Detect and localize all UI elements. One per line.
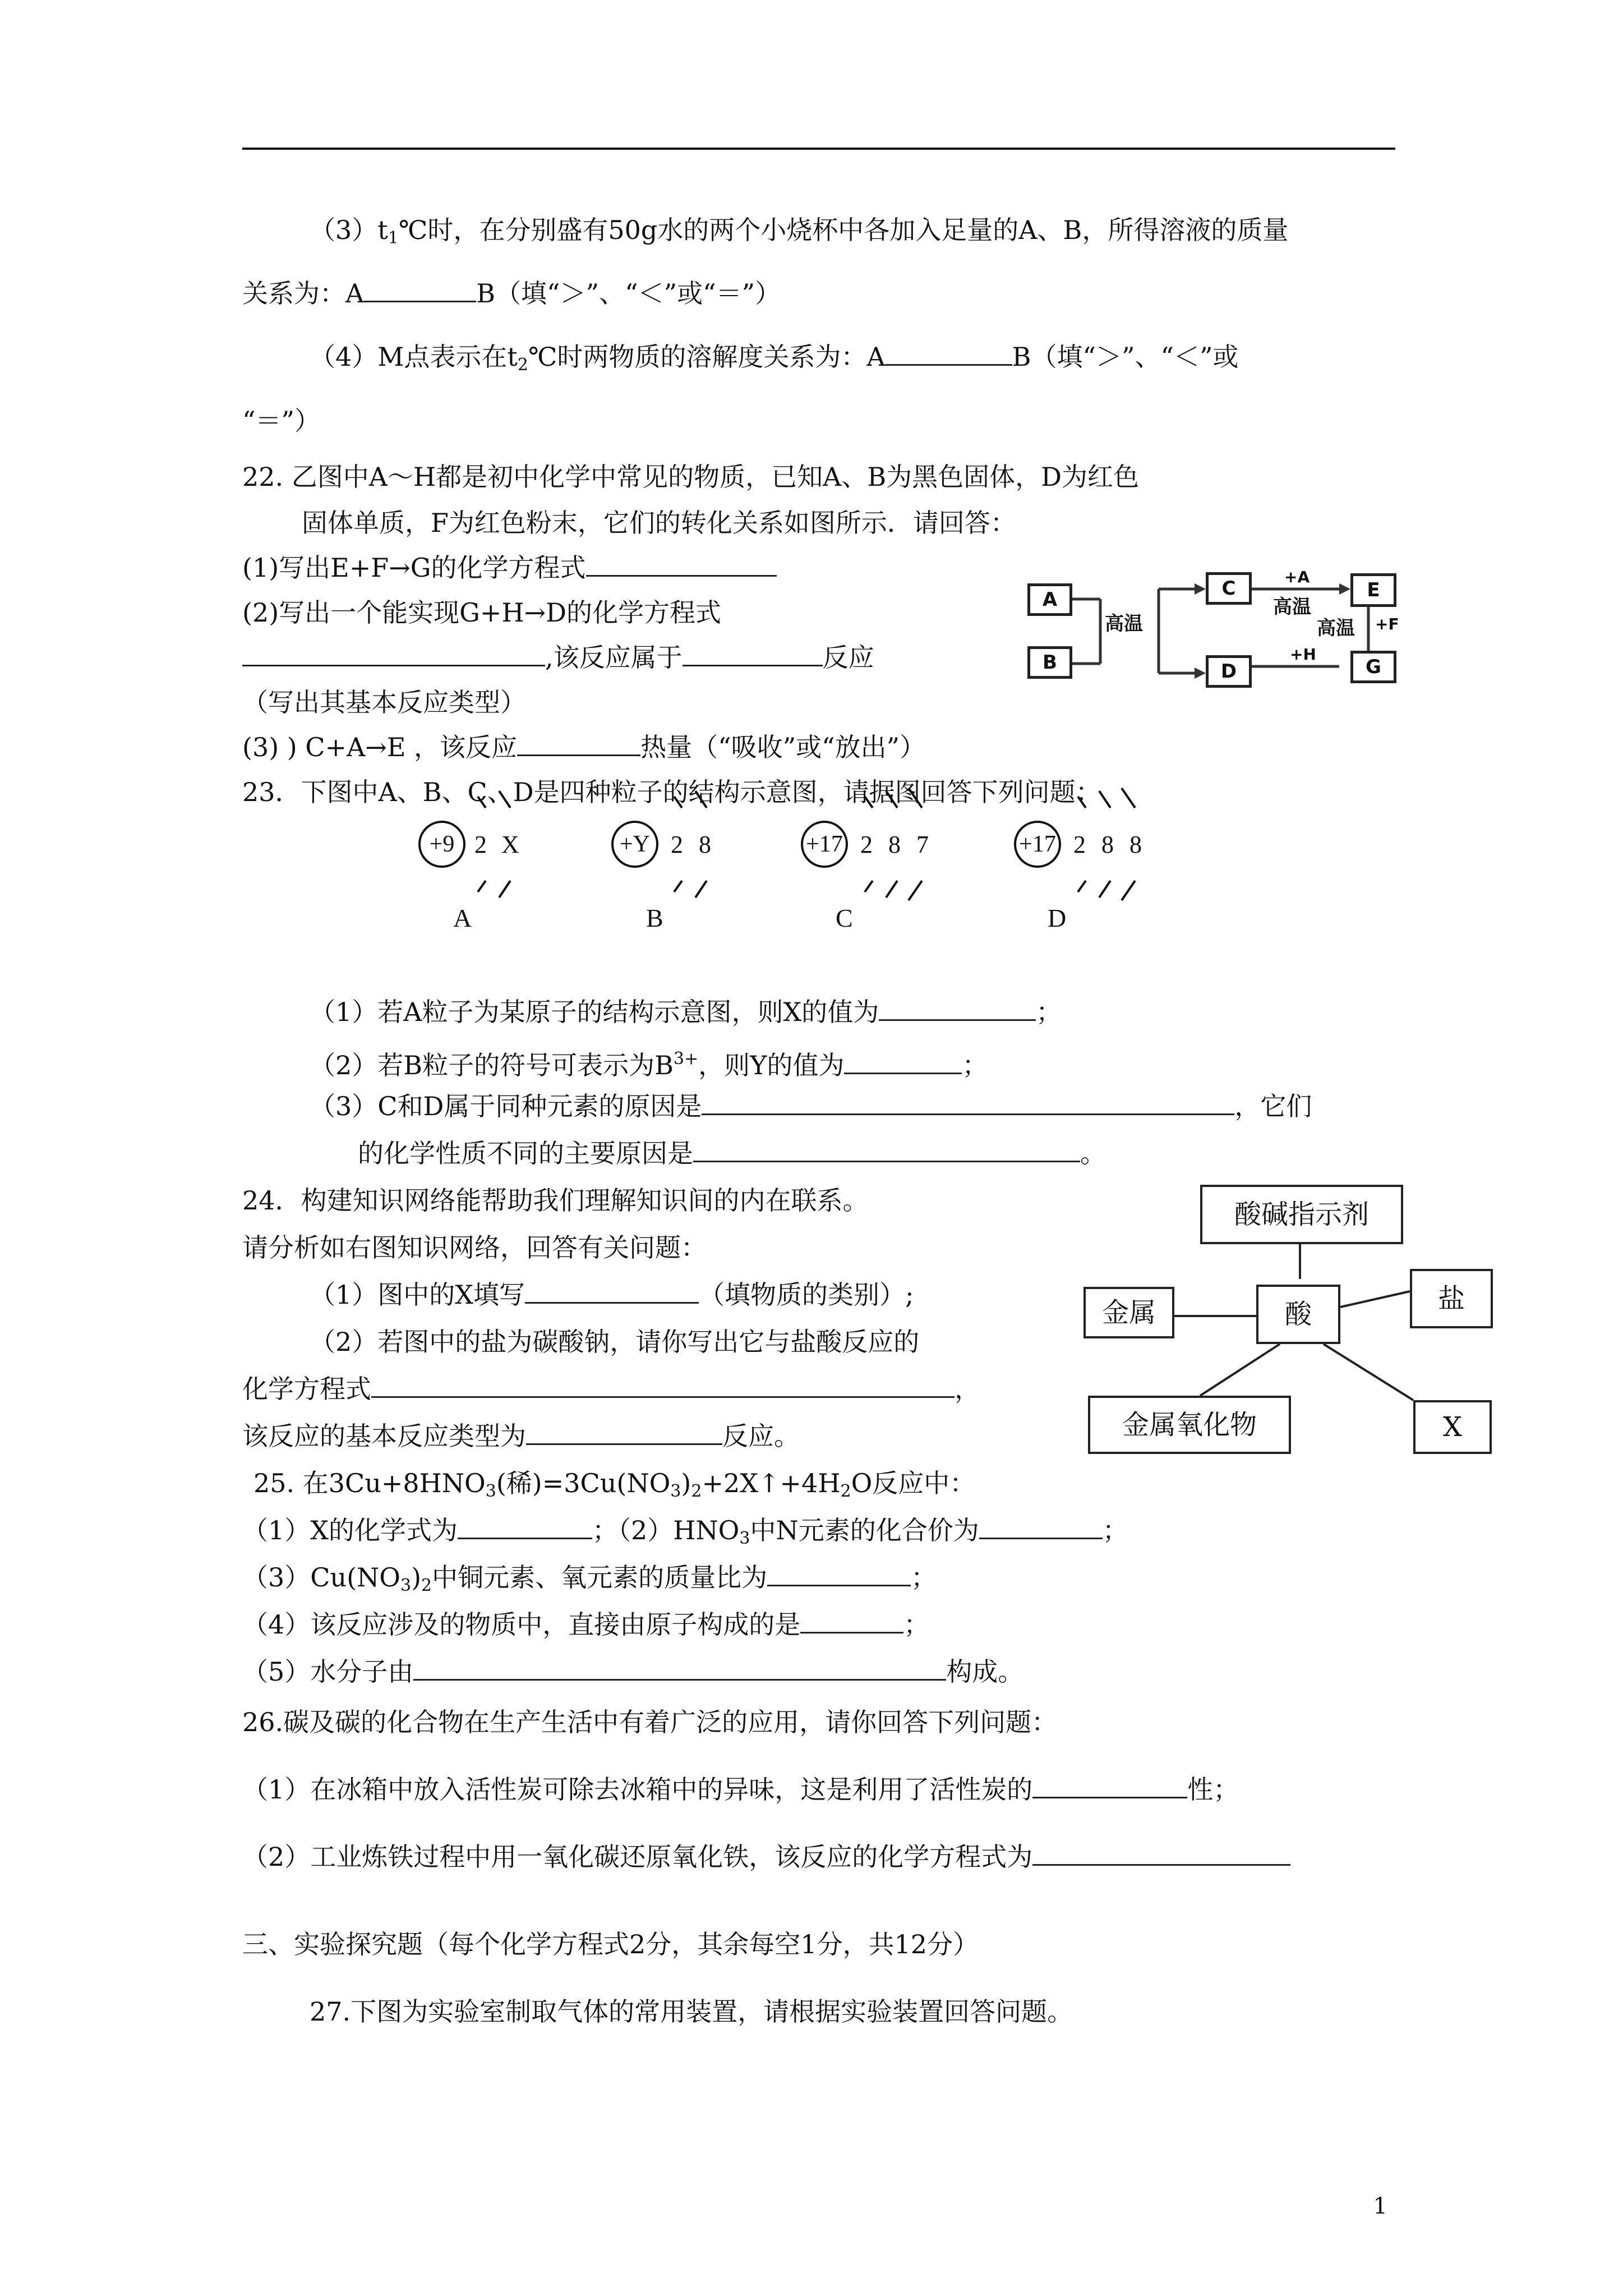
atom-d-shell: 2 <box>1073 831 1086 858</box>
atom-a-label: A <box>453 904 472 932</box>
q24-stem-2: 请分析如右图知识网络，回答有关问题： <box>242 1232 707 1263</box>
atom-b-label: B <box>646 904 663 932</box>
network-metal-oxide: 金属氧化物 <box>1088 1396 1291 1454</box>
q26-sub2: （2）工业炼铁过程中用一氧化碳还原氧化铁，该反应的化学方程式为 <box>242 1840 1290 1874</box>
atom-a-nucleus: +9 <box>418 821 465 868</box>
q24-stem: 24．构建知识网络能帮助我们理解知识间的内在联系。 <box>242 1185 869 1216</box>
answer-blank[interactable] <box>767 1562 911 1586</box>
label-plus-f: +F <box>1375 615 1399 633</box>
page-number: 1 <box>1373 2193 1387 2219</box>
q26-stem: 26.碳及碳的化合物在生产生活中有着广泛的应用，请你回答下列问题： <box>242 1707 1058 1737</box>
atom-c-nucleus: +17 <box>801 821 848 868</box>
section-3-heading: 三、实验探究题（每个化学方程式2分，其余每空1分，共12分） <box>242 1929 979 1959</box>
atom-c-shell: 2 <box>860 831 873 858</box>
q22-sub1: (1)写出E+F→G的化学方程式 <box>242 551 777 585</box>
label-gaowen-2: 高温 <box>1273 596 1311 618</box>
q25-sub4: （4）该反应涉及的物质中，直接由原子构成的是 ； <box>242 1609 930 1640</box>
q25-stem: 25. 在$3Cu+8HNO_3$(稀)$=3Cu(NO_3)_2+2X↑+4H_2O$反应中： <box>253 1468 976 1501</box>
atom-c-shell: 7 <box>916 831 929 858</box>
q25-sub3: $(3)Cu(NO_3)_2$中铜元素、氧元素的质量比为 ； <box>242 1562 937 1595</box>
answer-blank[interactable] <box>1032 1774 1187 1798</box>
q22-sub2-note: （写出其基本反应类型） <box>242 687 526 717</box>
q24-sub1: （1）图中的X填写 （填物质的类别）; <box>310 1280 914 1310</box>
answer-blank[interactable] <box>979 1515 1103 1539</box>
answer-blank[interactable] <box>800 1609 903 1634</box>
q22-stem: 22. 乙图中A～H都是初中化学中常见的物质，已知A、B为黑色固体，D为红色 <box>242 462 1140 492</box>
atom-d-nucleus: +17 <box>1014 821 1061 868</box>
node-c: C <box>1206 572 1252 605</box>
answer-blank[interactable] <box>458 1515 592 1539</box>
atom-c-label: C <box>836 904 853 932</box>
label-gaowen: 高温 <box>1105 613 1143 635</box>
q24-sub2-line2: 化学方程式 ， <box>242 1374 980 1404</box>
q22-sub3: (3) ) C+A→E ，该反应 热量（“吸收”或“放出”） <box>242 732 926 762</box>
q26-sub1: （1）在冰箱中放入活性炭可除去冰箱中的异味，这是利用了活性炭的 性； <box>242 1774 1239 1805</box>
q22-stem-2: 固体单质，F为红色粉末，它们的转化关系如图所示．请回答： <box>302 508 1016 538</box>
label-plus-a: +A <box>1284 568 1310 586</box>
node-e: E <box>1350 573 1396 607</box>
atom-b-shell: 2 <box>671 831 683 858</box>
answer-blank[interactable] <box>1032 1842 1290 1866</box>
answer-blank[interactable] <box>413 1657 946 1681</box>
atom-c-shell: 8 <box>888 831 901 858</box>
atom-a-shell: X <box>501 831 519 858</box>
q21-part3: $(3)t_1℃$时，在分别盛有50g水的两个小烧杯中各加入足量的A、B，所得溶液的质量 <box>310 215 1289 248</box>
q25-sub1: （1）X的化学式为 ；$(2)HNO_3$中N元素的化合价为 ； <box>242 1515 1128 1548</box>
label-gaowen-3: 高温 <box>1317 617 1355 639</box>
q21-part3-line2: 关系为：A B（填“＞”、“＜”或“＝”） <box>242 278 781 309</box>
network-x: X <box>1413 1400 1492 1454</box>
q23-stem: 23．下图中A、B、C、D是四种粒子的结构示意图，请据图回答下列问题： <box>242 777 1101 807</box>
network-salt: 盐 <box>1410 1269 1493 1328</box>
node-b: B <box>1027 646 1072 679</box>
network-acid: 酸 <box>1256 1285 1340 1344</box>
node-a: A <box>1027 583 1072 616</box>
atom-b-nucleus: +Y <box>611 821 658 868</box>
q23-sub1: （1）若A粒子为某原子的结构示意图，则X的值为 ； <box>310 997 1062 1027</box>
network-indicator: 酸碱指示剂 <box>1200 1185 1403 1244</box>
q25-sub5: （5）水分子由 构成。 <box>242 1657 1024 1687</box>
node-d: D <box>1206 655 1252 688</box>
q23-sub2: （2）若B粒子的符号可表示为$B^{3+}$，则Y的值为 ； <box>310 1049 988 1080</box>
q22-sub2-line2: ,该反应属于 反应 <box>242 641 874 674</box>
q21-part4-line2: “＝”） <box>242 406 321 436</box>
q21-part4: （4）M点表示在$t_2℃$时两物质的溶解度关系为：A B（填“＞”、“＜”或 <box>310 342 1239 375</box>
q24-sub2: （2）若图中的盐为碳酸钠，请你写出它与盐酸反应的 <box>310 1327 920 1357</box>
node-g: G <box>1350 651 1396 683</box>
label-plus-h: +H <box>1290 645 1316 664</box>
q22-sub2: (2)写出一个能实现G+H→D的化学方程式 <box>242 597 721 628</box>
q24-sub3: 该反应的基本反应类型为 反应。 <box>242 1421 800 1451</box>
atom-d-shell: 8 <box>1129 831 1142 858</box>
atom-a-shell: 2 <box>474 831 487 858</box>
q23-sub3-line2: 的化学性质不同的主要原因是 。 <box>358 1138 1106 1168</box>
atom-b-shell: 8 <box>699 831 711 858</box>
q23-sub3: （3）C和D属于同种元素的原因是 ，它们 <box>310 1091 1312 1121</box>
q27-stem: 27.下图为实验室制取气体的常用装置，请根据实验装置回答问题。 <box>310 1996 1073 2027</box>
atom-d-shell: 8 <box>1101 831 1114 858</box>
atom-d-label: D <box>1048 904 1067 932</box>
network-metal: 金属 <box>1083 1287 1174 1338</box>
